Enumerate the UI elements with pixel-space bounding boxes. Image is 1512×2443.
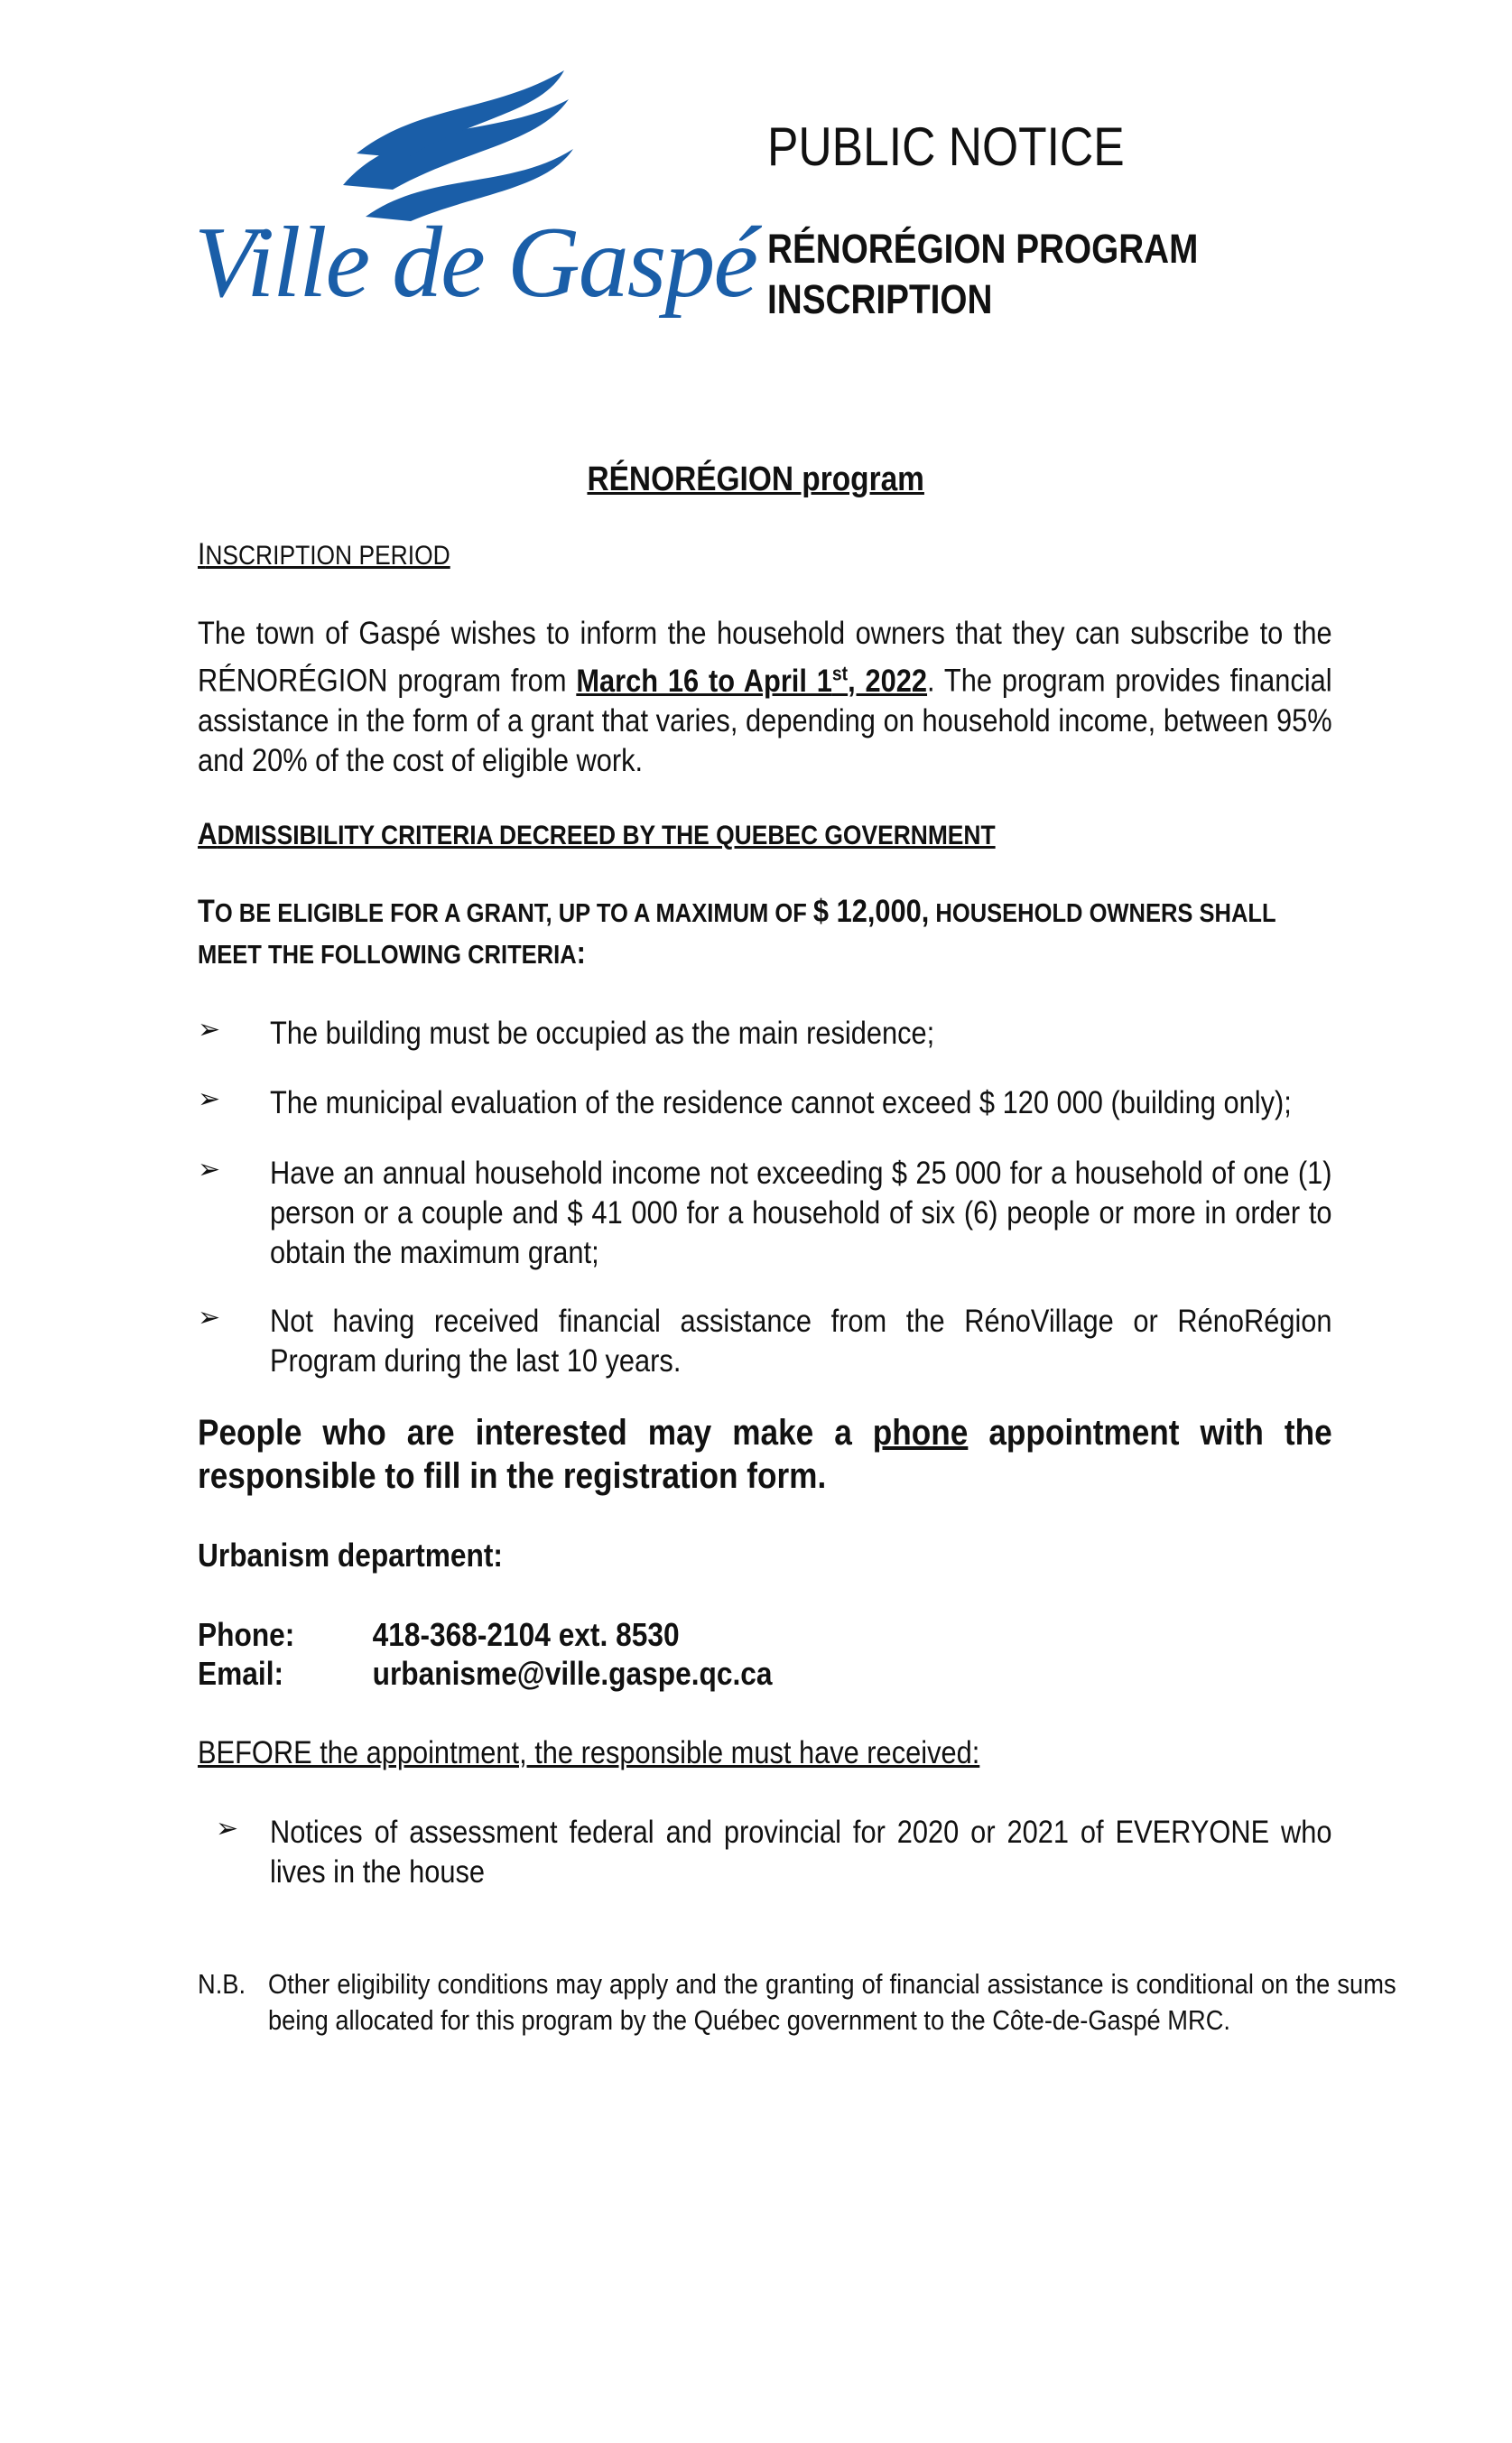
document-title-text: RÉNORÉGION program: [587, 460, 925, 498]
notice-title: PUBLIC NOTICE: [767, 116, 1125, 177]
criteria-heading: TO BE ELIGIBLE FOR A GRANT, UP TO A MAXIMUM OF $ 12,000, HOUSEHOLD OWNERS SHALL MEET THE FOLLOWING CRITERIA:: [198, 894, 1276, 971]
arrow-bullet-icon: ➢: [198, 1015, 221, 1045]
phone-row: [198, 1616, 680, 1654]
department-label: Urbanism department:: [198, 1537, 503, 1574]
arrow-bullet-icon: ➢: [198, 1155, 221, 1184]
intro-paragraph: The town of Gaspé wishes to inform the household owners that they can subscribe to the RÉNORÉGION program from March 16 to April 1st, 2022. The program provides financial assistance in the form of a grant that varies, depending on household income, between 95% and 20% of the cost of eligible work.: [198, 616, 1332, 778]
arrow-bullet-icon: ➢: [216, 1814, 239, 1844]
nb-label: N.B.: [198, 1968, 246, 2000]
program-title-line1: RÉNORÉGION PROGRAM: [767, 226, 1199, 272]
appointment-statement: People who are interested may make a phone appointment with the responsible to fill in the registration form.: [198, 1413, 1332, 1496]
admissibility-heading: ADMISSIBILITY CRITERIA DECREED BY THE QUEBEC GOVERNMENT: [198, 817, 996, 851]
logo-wordmark: Ville de Gaspé: [194, 207, 757, 319]
program-title: [767, 224, 1198, 325]
phone-label: Phone:: [198, 1616, 295, 1653]
nb-text: Other eligibility conditions may apply and the granting of financial assistance is conditional on the sums being allocated for this program by the Québec government to the Côte-de-Gaspé MRC.: [268, 1968, 1396, 2036]
arrow-bullet-icon: ➢: [198, 1084, 221, 1114]
email-label: Email:: [198, 1655, 284, 1692]
email-value: urbanisme@ville.gaspe.qc.ca: [372, 1655, 773, 1692]
ville-de-gaspe-logo: [194, 63, 757, 334]
phone-value: 418-368-2104 ext. 8530: [372, 1616, 680, 1653]
inscription-heading: INSCRIPTION PERIOD: [198, 537, 450, 571]
email-row: [198, 1655, 773, 1693]
public-notice-page: Ville de Gaspé PUBLIC NOTICE RÉNORÉGION PROGRAM INSCRIPTION RÉNORÉGION program INSCRIPTION PERIOD The town of Gaspé wishes to inform the household owners that they can subscribe to the RÉNORÉGION program from March 16 to April 1st, 2022. The program provides financial assistance in the form of a grant that varies, depending on household income, between 95% and 20% of the cost of eligible work. ADMISSIBILITY CRITERIA DECREED BY THE QUEBEC GOVERNMENT TO BE ELIGIBLE FOR A GRANT, UP TO A MAXIMUM OF $ 12,000, HOUSEHOLD OWNERS SHALL MEET THE FOLLOWING CRITERIA: ➢ The building must be occupied as the main residence; ➢ The municipal evaluation of the residence cannot exceed $ 120 000 (building only); ➢ Have an annual household income not exceeding $ 25 000 for a household of one (1) person or a couple and $ 41 000 for a household of six (6) people or more in order to obtain the maximum grant; ➢ Not having received financial assistance from the RénoVillage or RénoRégion Program during the last 10 years. People who are interested may make a phone appointment with the responsible to fill in the registration form. Urbanism department: Phone: 418-368-2104 ext. 8530 Email: urbanisme@ville.gaspe.qc.ca BEFORE the appointment, the responsible must have received: ➢ Notices of assessment federal and provincial for 2020 or 2021 of EVERYONE who lives in the house N.B. Other eligibility conditions may apply and the granting of financial assistance is conditional on the sums being allocated for this program by the Québec government to the Côte-de-Gaspé MRC.: [0, 0, 1512, 2443]
program-title-line2: INSCRIPTION: [767, 276, 993, 322]
before-heading: BEFORE the appointment, the responsible must have received:: [198, 1735, 980, 1770]
document-title: [0, 460, 1512, 499]
wave-logo-icon: [194, 63, 709, 221]
arrow-bullet-icon: ➢: [198, 1303, 221, 1333]
